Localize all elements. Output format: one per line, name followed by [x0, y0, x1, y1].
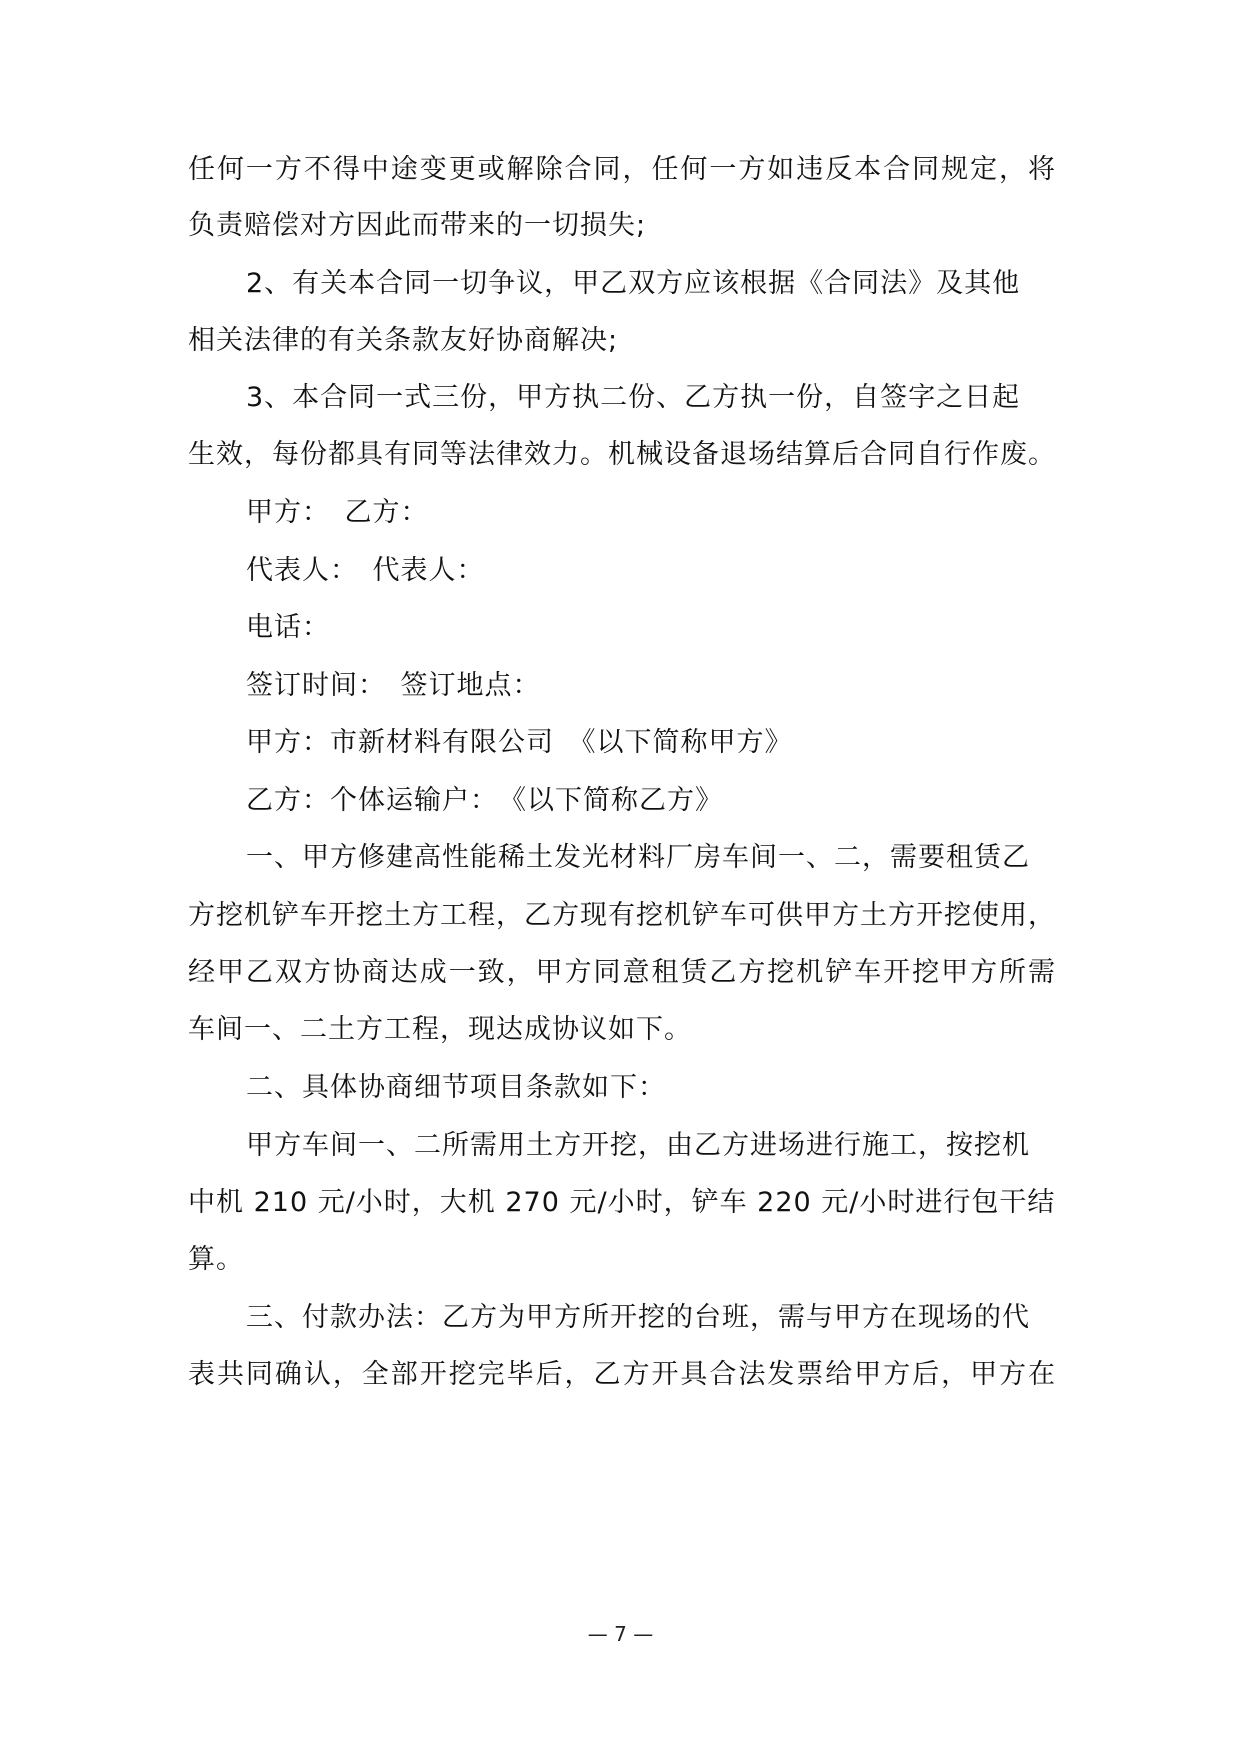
- text-line: 经甲乙双方协商达成一致，甲方同意租赁乙方挖机铲车开挖甲方所需: [188, 957, 1056, 988]
- text-line: 电话：: [246, 612, 330, 643]
- text-line: 任何一方不得中途变更或解除合同，任何一方如违反本合同规定，将: [188, 154, 1056, 185]
- page-number: — 7 —: [587, 1622, 654, 1646]
- text-line: 乙方：个体运输户： 《以下简称乙方》: [246, 785, 723, 816]
- text-line: 2、有关本合同一切争议，甲乙双方应该根据《合同法》及其他: [246, 268, 1021, 299]
- text-line: 负责赔偿对方因此而带来的一切损失;: [188, 210, 647, 241]
- text-line: 甲方：市新材料有限公司 《以下简称甲方》: [246, 727, 793, 758]
- text-line: 表共同确认，全部开挖完毕后，乙方开具合法发票给甲方后，甲方在: [188, 1359, 1056, 1390]
- text-line: 算。: [188, 1244, 244, 1275]
- text-line: 方挖机铲车开挖土方工程，乙方现有挖机铲车可供甲方土方开挖使用，: [188, 900, 1056, 931]
- text-line: 三、付款办法：乙方为甲方所开挖的台班，需与甲方在现场的代: [246, 1302, 1030, 1333]
- text-line: 代表人： 代表人：: [246, 555, 485, 586]
- text-line: 车间一、二土方工程，现达成协议如下。: [188, 1014, 692, 1045]
- text-line: 甲方车间一、二所需用土方开挖，由乙方进场进行施工，按挖机: [246, 1130, 1030, 1161]
- text-line: 一、甲方修建高性能稀土发光材料厂房车间一、二，需要租赁乙: [246, 842, 1030, 873]
- text-line: 二、具体协商细节项目条款如下：: [246, 1072, 666, 1103]
- text-line: 生效，每份都具有同等法律效力。机械设备退场结算后合同自行作废。: [188, 439, 1056, 470]
- text-line: 签订时间： 签订地点：: [246, 670, 541, 701]
- text-line: 相关法律的有关条款友好协商解决;: [188, 325, 619, 356]
- text-line: 中机 210 元/小时，大机 270 元/小时，铲车 220 元/小时进行包干结: [188, 1187, 1056, 1218]
- text-line: 甲方： 乙方：: [246, 497, 429, 528]
- text-line: 3、本合同一式三份，甲方执二份、乙方执一份，自签字之日起: [246, 382, 1021, 413]
